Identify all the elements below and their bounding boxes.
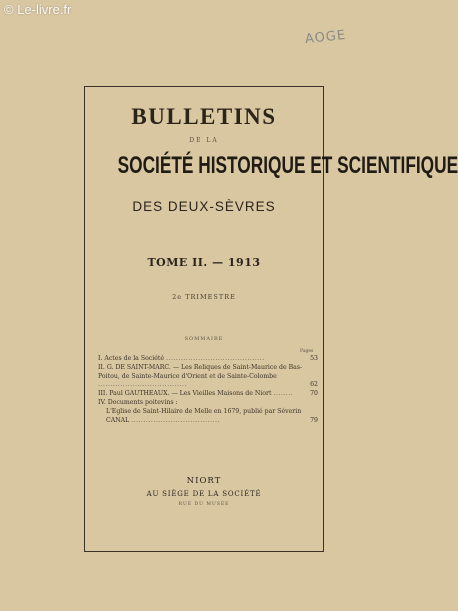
toc-page-number: 53	[310, 355, 318, 362]
toc-entry-text: IV. Documents poitevins :	[98, 398, 178, 406]
toc-leader-dots: ....................................	[98, 381, 187, 389]
toc-entry	[98, 408, 318, 426]
toc-page-number: 79	[310, 416, 318, 424]
toc-leader-dots: ........	[273, 390, 294, 398]
publisher-seat: AU SIÈGE DE LA SOCIÉTÉ	[146, 490, 262, 498]
toc-entry	[98, 364, 318, 390]
pencil-note: AOGE	[304, 27, 347, 48]
toc-page-number: 70	[310, 390, 318, 398]
toc-leader-dots: ........................................	[166, 355, 265, 362]
toc-entry	[98, 355, 318, 364]
watermark-text: © Le-livre.fr	[4, 2, 72, 17]
volume-year: TOME II. — 1913	[147, 256, 261, 269]
publication-place: NIORT	[186, 476, 222, 486]
toc-entry	[98, 399, 318, 408]
cover-title: BULLETINS	[131, 104, 277, 129]
toc-entry-text: III. Paul GAUTHEAUX. — Les Vieilles Maisons de Niort	[98, 390, 272, 398]
toc-page-number: 62	[310, 381, 318, 389]
toc-entry-text: I. Actes de la Société	[98, 355, 165, 362]
cover-de-la: DE LA	[189, 137, 219, 144]
region-name: DES DEUX-SÈVRES	[132, 199, 276, 214]
toc-entry	[98, 390, 318, 399]
publisher-address: RUE DU MUSÉE	[178, 502, 230, 507]
society-name: SOCIÉTÉ HISTORIQUE ET SCIENTIFIQUE	[117, 152, 458, 179]
trimester-label: 2e TRIMESTRE	[172, 293, 236, 301]
pages-column-label: Pages	[300, 349, 314, 354]
toc-entry-text: L'Eglise de Saint-Hilaire de Melle en 1679, publié par Séverin CANAL	[106, 407, 302, 424]
toc-entry-text: II. G. DE SAINT-MARC. — Les Reliques de Saint-Maurice de Bas-Poitou, de Sainte-Maurice d'Orient et de Sainte-Colombe	[98, 363, 303, 380]
summary-heading: SOMMAIRE	[184, 336, 224, 342]
toc-leader-dots: ....................................	[131, 416, 220, 424]
table-of-contents	[98, 355, 318, 425]
